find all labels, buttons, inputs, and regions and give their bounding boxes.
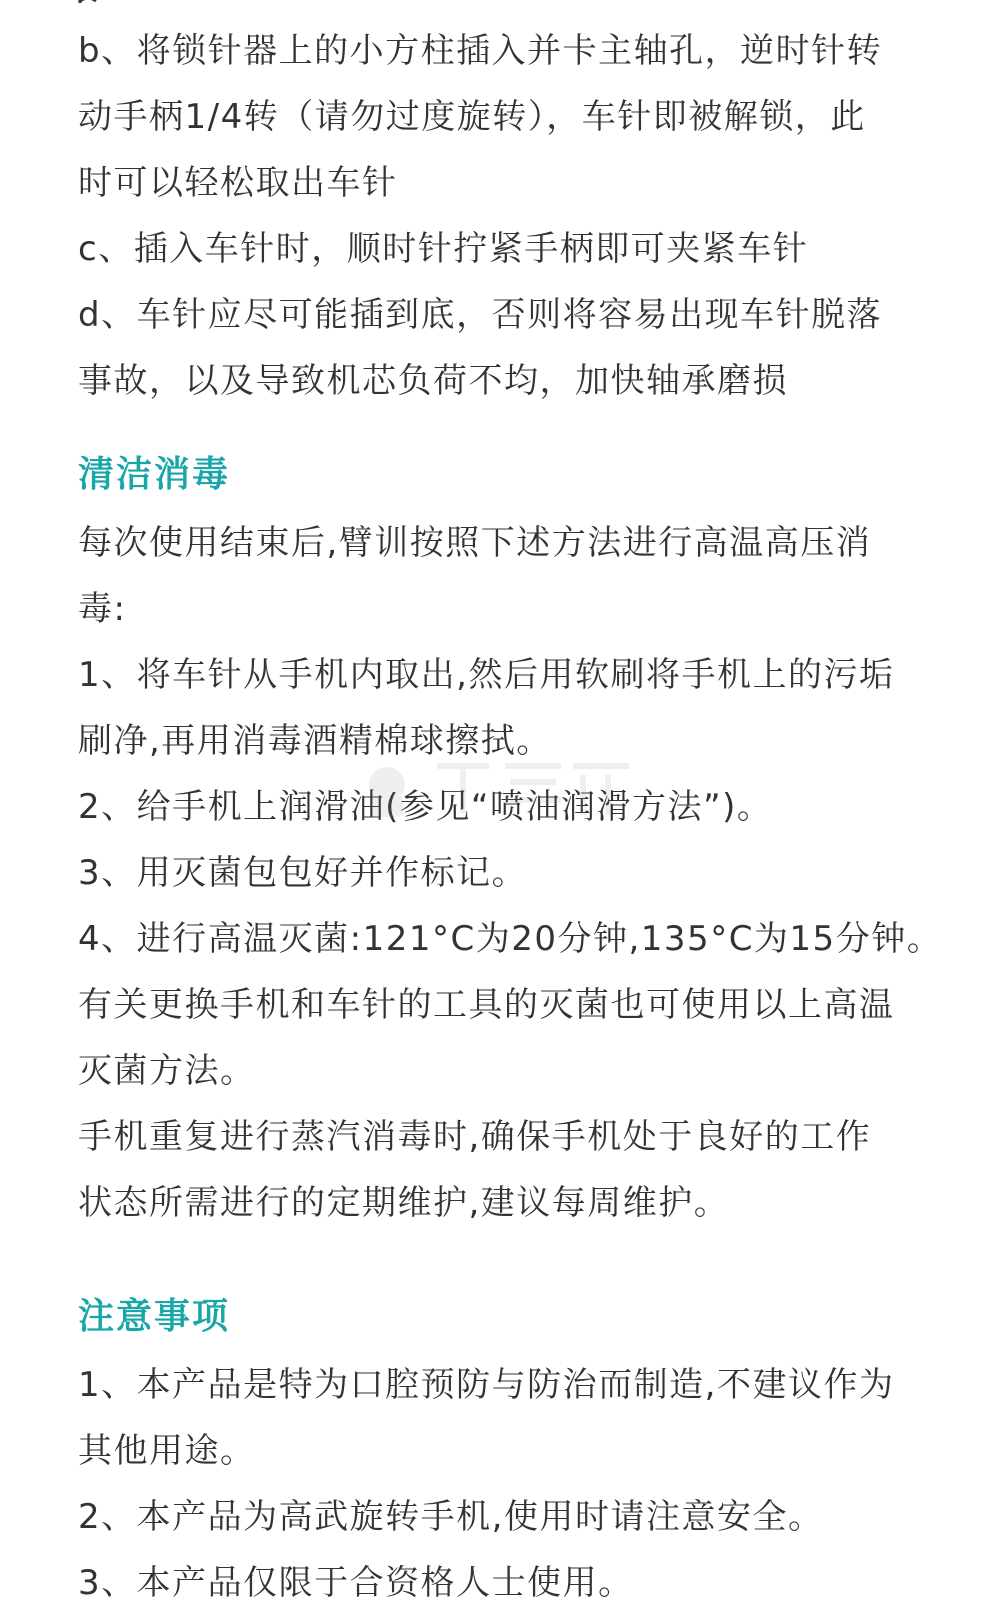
cleaning-line: 每次使用结束后,臂训按照下述方法进行高温高压消 [78,523,872,563]
article-body [78,0,943,1616]
notes-item-1: 1、本产品是特为口腔预防与防治而制造,不建议作为 [78,1365,895,1405]
steps-continued-section [78,18,918,414]
notes-item-1-cont: 其他用途。 [78,1431,256,1471]
step-b-line-1: b、将锁针器上的小方柱插入并卡主轴孔，逆时针转 [78,31,883,71]
cleaning-section [78,440,943,1236]
cleaning-step-4: 4、进行高温灭菌:121°C为20分钟,135°C为15分钟。 [78,919,943,959]
step-b-line-2: 动手柄1/4转（请勿过度旋转），车针即被解锁，此 [78,97,866,137]
cleaning-line: 毒: [78,589,127,629]
notes-item-2: 2、本产品为高武旋转手机,使用时请注意安全。 [78,1497,824,1537]
cleaning-note-line: 有关更换手机和车针的工具的灭菌也可使用以上高温 [78,985,895,1025]
step-b-line-3: 时可以轻松取出车针 [78,163,398,203]
cleaning-maintenance-line: 手机重复进行蒸汽消毒时,确保手机处于良好的工作 [78,1117,872,1157]
cleaning-maintenance-line: 状态所需进行的定期维护,建议每周维护。 [78,1183,730,1223]
cleaning-note-line: 灭菌方法。 [78,1051,256,1091]
step-c-line: c、插入车针时，顺时针拧紧手柄即可夹紧车针 [78,229,809,269]
notes-item-3: 3、本产品仅限于合资格人士使用。 [78,1563,634,1603]
cleaning-step-1: 1、将车针从手机内取出,然后用软刷将手机上的污垢 [78,655,895,695]
step-d-line-2: 事故，以及导致机芯负荷不均，加快轴承磨损 [78,361,788,401]
notes-heading: 注意事项 [78,1296,231,1337]
cleaning-step-3: 3、用灭菌包包好并作标记。 [78,853,528,893]
notes-section [78,1282,918,1616]
cleaning-heading: 清洁消毒 [78,454,231,495]
cleaning-step-2: 2、给手机上润滑油(参见“喷油润滑方法”)。 [78,787,773,827]
step-d-line-1: d、车针应尽可能插到底，否则将容易出现车针脱落 [78,295,883,335]
cleaning-step-1-cont: 刷净,再用消毒酒精棉球擦拭。 [78,721,552,761]
